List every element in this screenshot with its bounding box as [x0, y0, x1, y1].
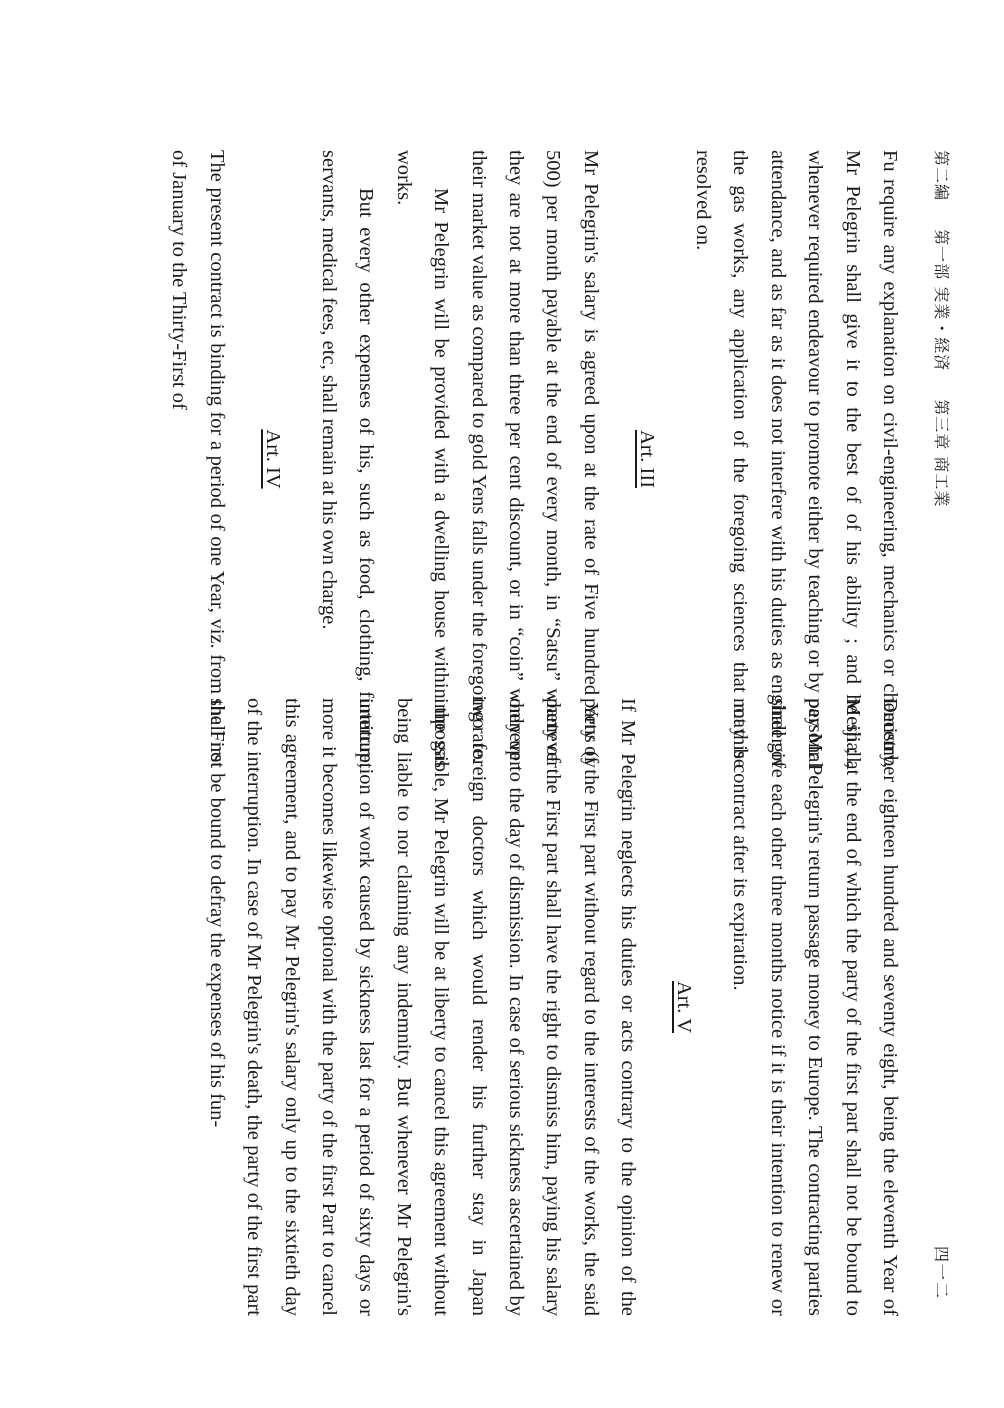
left-column: [160, 150, 908, 768]
art3-paragraph-dwelling: Mr Pelegrin will be provided with a dwelling house within the gas works.: [392, 150, 453, 768]
art3-paragraph-salary: Mr Pelegrin's salary is agreed upon at the rate of Five hundred Yens (y 500) per month payable at the end of every month, in “Satsu” whenever they are not at more than three per cent discount, or in “coin” whenever their market value as compared to gold Yens falls under the foregoing rate.: [467, 150, 602, 768]
right-column: [197, 698, 908, 1316]
page-number: 四一二: [932, 1245, 951, 1300]
art5-paragraph-dismissal: If Mr Pelegrin neglects his duties or acts contrary to the opinion of the party of the First part without regard to the interests of the works, the said party of the First part shall have the right to dismiss him, paying his salary only up to the day of dismission. In case of serious sickness ascertained by two foreign doctors which would render his further stay in Japan impossible, Mr Pelegrin will be at liberty to cancel this agreement without being liable to nor claiming any indemnity. But whenever Mr Pelegrin's interruption of work caused by sickness last for a period of sixty days or more it becomes likewise optional with the party of the first Part to cancel this agreement, and to pay Mr Pelegrin's salary only up to the sixtieth day of the interruption. In case of Mr Pelegrin's death, the party of the first part shall not be bound to defray the expenses of his fun-: [205, 698, 640, 1316]
article-heading-iv: [235, 150, 310, 768]
paragraph-continuation: Fu require any explanation on civil-engineering, mechanics or chemistry, Mr Pelegrin shall give it to the best of of his ability ; and he shall, whenever required endeavour to promote either by teaching or by personal attendance, and as far as it does not interfere with his duties as engineer of the gas works, any application of the foregoing sciences that may be resolved on.: [691, 150, 901, 768]
art4-paragraph-term: The present contract is binding for a period of one Year, viz. from the First of January to the Thirty-First of: [168, 150, 228, 768]
article-heading-iv-text: Art. IV: [261, 429, 284, 489]
article-heading-iii: [609, 150, 684, 768]
running-head: [931, 150, 954, 790]
header-chapter: 第三章 商工業: [932, 399, 951, 508]
art4-paragraph-continuation: December eighteen hundred and seventy eight, being the eleventh Year of Meiji ; at the end of which the party of the first part shall not be bound to pay Mr Pelegrin's return passage money to Europe. The contracting parties shall give each other three months notice if it is their intention to renew or not this contract after its expiration.: [729, 698, 901, 1316]
header-section: 第一部 実業・経済: [932, 229, 951, 372]
article-heading-iii-text: Art. III: [635, 429, 658, 489]
header-part: 第二編: [932, 150, 951, 202]
article-heading-v: [646, 698, 721, 1316]
art3-paragraph-expenses: But every other expenses of his, such as food, clothing, furniture, servants, medical fees, etc, shall remain at his own charge.: [317, 150, 378, 768]
article-heading-v-text: Art. V: [672, 980, 695, 1033]
